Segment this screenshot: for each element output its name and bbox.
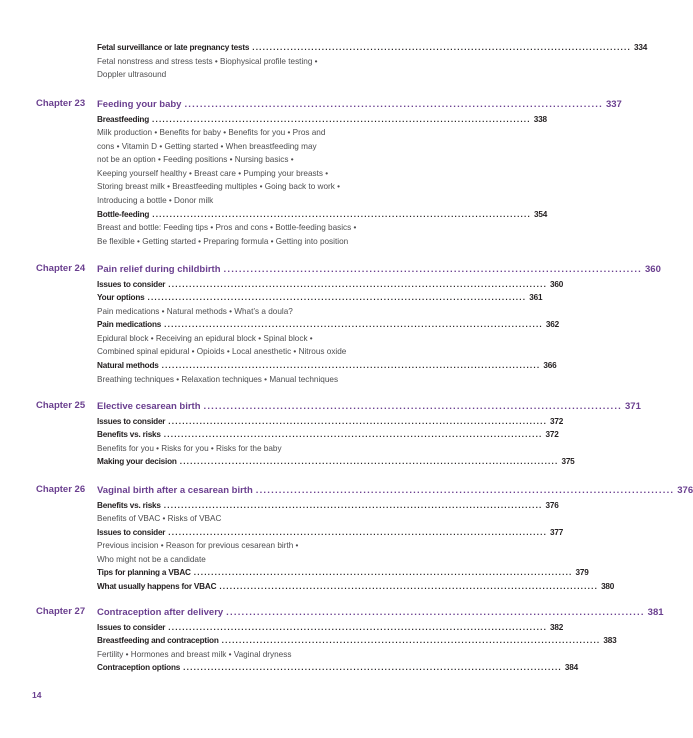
toc-entry[interactable] — [97, 526, 564, 540]
leader-dots: ............................................................................................................. — [161, 361, 541, 371]
toc-entry-page: 380 — [601, 582, 615, 592]
leader-dots: ............................................................................................................. — [163, 500, 543, 510]
leader-dots: ............................................................................................................. — [219, 582, 599, 592]
toc-entry-title: Your options — [97, 293, 145, 303]
chapter-label: Chapter 26 — [36, 484, 86, 495]
leader-dots: ............................................................................................................. — [163, 430, 543, 440]
toc-entry-page: 379 — [575, 568, 589, 578]
toc-entry[interactable] — [97, 580, 615, 594]
leader-dots: ............................................................................................................. — [183, 663, 562, 673]
toc-entry-title: Issues to consider — [97, 527, 166, 537]
leader-dots: ............................................................................................................. — [168, 416, 548, 426]
chapter-page: 376 — [677, 485, 693, 496]
chapter-page: 360 — [645, 264, 661, 275]
leader-dots: ............................................................................................................. — [226, 607, 645, 618]
toc-entry-title: Benefits vs. risks — [97, 430, 161, 440]
toc-entry-description: Combined spinal epidural • Opioids • Local anesthetic • Nitrous oxide — [97, 347, 347, 357]
leader-dots: ............................................................................................................. — [193, 568, 573, 578]
leader-dots: ............................................................................................................. — [168, 622, 548, 632]
toc-entry-description: Breathing techniques • Relaxation techniques • Manual techniques — [97, 374, 339, 384]
toc-entry-page: 383 — [603, 636, 617, 646]
toc-entry-description: Benefits of VBAC • Risks of VBAC — [97, 514, 222, 524]
chapter-label: Chapter 27 — [36, 606, 86, 617]
toc-entry-description: Epidural block • Receiving an epidural block • Spinal block • — [97, 333, 313, 343]
toc-entry-title: Pain medications — [97, 320, 162, 330]
toc-entry[interactable] — [97, 415, 564, 429]
leader-dots: ............................................................................................................. — [152, 114, 531, 124]
leader-dots: ............................................................................................................. — [147, 293, 527, 303]
chapter-title-link[interactable] — [97, 263, 661, 278]
leader-dots: ............................................................................................................. — [255, 485, 675, 496]
toc-entry-title: Making your decision — [97, 457, 177, 467]
toc-entry[interactable] — [97, 621, 564, 635]
toc-entry[interactable] — [97, 113, 547, 127]
leader-dots: ............................................................................................................. — [168, 527, 548, 537]
chapter-title: Elective cesarean birth — [97, 401, 201, 412]
toc-entry-page: 361 — [529, 293, 543, 303]
leader-dots: ............................................................................................................. — [221, 636, 601, 646]
toc-entry-title: Contraception options — [97, 663, 181, 673]
leader-dots: ............................................................................................................. — [184, 99, 603, 110]
toc-entry-title: Breastfeeding and contraception — [97, 636, 219, 646]
toc-entry-description: Doppler ultrasound — [97, 70, 167, 80]
toc-entry-page: 376 — [545, 500, 559, 510]
leader-dots: ............................................................................................................. — [164, 320, 543, 330]
toc-entry-title: Issues to consider — [97, 622, 166, 632]
toc-entry[interactable] — [97, 359, 557, 373]
toc-entry-description: cons • Vitamin D • Getting started • When breastfeeding may — [97, 141, 317, 151]
toc-entry-title: Benefits vs. risks — [97, 500, 161, 510]
toc-entry-description: Fertility • Hormones and breast milk • Vaginal dryness — [97, 649, 292, 659]
leader-dots: ............................................................................................................. — [203, 401, 622, 412]
toc-entry[interactable] — [97, 41, 648, 55]
toc-entry-description: Pain medications • Natural methods • What’s a doula? — [97, 306, 293, 316]
toc-entry-title: Natural methods — [97, 361, 159, 371]
chapter-title: Contraception after delivery — [97, 607, 224, 618]
toc-entry-description: Storing breast milk • Breastfeeding multiples • Going back to work • — [97, 182, 340, 192]
toc-entry-description: Fetal nonstress and stress tests • Biophysical profile testing • — [97, 56, 318, 66]
toc-entry[interactable] — [97, 566, 589, 580]
toc-entry-description: Who might not be a candidate — [97, 554, 206, 564]
leader-dots: ............................................................................................................. — [252, 43, 631, 52]
chapter-title: Feeding your baby — [97, 99, 182, 110]
chapter-title: Pain relief during childbirth — [97, 264, 221, 275]
toc-entry-page: 384 — [564, 663, 578, 673]
chapter-page: 371 — [625, 401, 641, 412]
chapter-page: 337 — [605, 99, 622, 110]
chapter-title-link[interactable] — [97, 98, 622, 113]
toc-entry[interactable] — [97, 318, 559, 332]
leader-dots: ............................................................................................................. — [168, 279, 548, 289]
toc-entry-description: Be flexible • Getting started • Preparing formula • Getting into position — [97, 236, 349, 246]
page-number: 14 — [32, 690, 42, 700]
toc-entry[interactable] — [97, 291, 543, 305]
toc-entry-description: Introducing a bottle • Donor milk — [97, 196, 214, 206]
toc-entry[interactable] — [97, 278, 564, 292]
toc-entry-page: 362 — [545, 320, 559, 330]
toc-entry-page: 354 — [533, 209, 548, 219]
toc-entry[interactable] — [97, 455, 575, 469]
toc-entry-title: Breastfeeding — [97, 114, 149, 124]
chapter-label: Chapter 24 — [36, 263, 86, 274]
toc-entry-description: Milk production • Benefits for baby • Benefits for you • Pros and — [97, 128, 326, 138]
chapter-label: Chapter 25 — [36, 400, 86, 411]
chapter-title-link[interactable] — [97, 606, 664, 621]
chapter-title-link[interactable] — [97, 484, 693, 499]
toc-entry-description: Keeping yourself healthy • Breast care • Pumping your breasts • — [97, 168, 329, 178]
leader-dots: ............................................................................................................. — [179, 457, 559, 467]
toc-entry-page: 382 — [550, 622, 564, 632]
chapter-title-link[interactable] — [97, 400, 641, 415]
toc-entry-title: Tips for planning a VBAC — [97, 568, 191, 578]
toc-entry-title: Bottle-feeding — [97, 209, 150, 219]
toc-entry-page: 360 — [550, 279, 564, 289]
toc-entry[interactable] — [97, 634, 617, 648]
toc-entry[interactable] — [97, 499, 559, 513]
toc-entry-page: 372 — [545, 430, 559, 440]
toc-entry[interactable] — [97, 428, 559, 442]
toc-entry-description: Benefits for you • Risks for you • Risks for the baby — [97, 443, 282, 453]
chapter-title: Vaginal birth after a cesarean birth — [97, 485, 253, 496]
toc-entry-title: Fetal surveillance or late pregnancy tests — [97, 43, 250, 52]
toc-entry-title: Issues to consider — [97, 279, 166, 289]
toc-entry-description: not be an option • Feeding positions • Nursing basics • — [97, 155, 294, 165]
toc-entry[interactable] — [97, 208, 548, 222]
toc-entry-page: 338 — [533, 114, 547, 124]
toc-entry-title: What usually happens for VBAC — [97, 582, 217, 592]
toc-entry-page: 375 — [561, 457, 575, 467]
leader-dots: ............................................................................................................. — [223, 264, 643, 275]
chapter-label: Chapter 23 — [36, 98, 86, 109]
chapter-page: 381 — [647, 607, 664, 618]
toc-entry-page: 366 — [543, 361, 557, 371]
toc-entry-description: Breast and bottle: Feeding tips • Pros and cons • Bottle-feeding basics • — [97, 223, 357, 233]
toc-entry-page: 334 — [633, 43, 648, 52]
toc-entry-title: Issues to consider — [97, 416, 166, 426]
leader-dots: ............................................................................................................. — [152, 209, 531, 219]
toc-entry-page: 372 — [550, 416, 564, 426]
toc-entry-description: Previous incision • Reason for previous cesarean birth • — [97, 541, 299, 551]
toc-entry[interactable] — [97, 661, 578, 675]
toc-entry-page: 377 — [550, 527, 564, 537]
